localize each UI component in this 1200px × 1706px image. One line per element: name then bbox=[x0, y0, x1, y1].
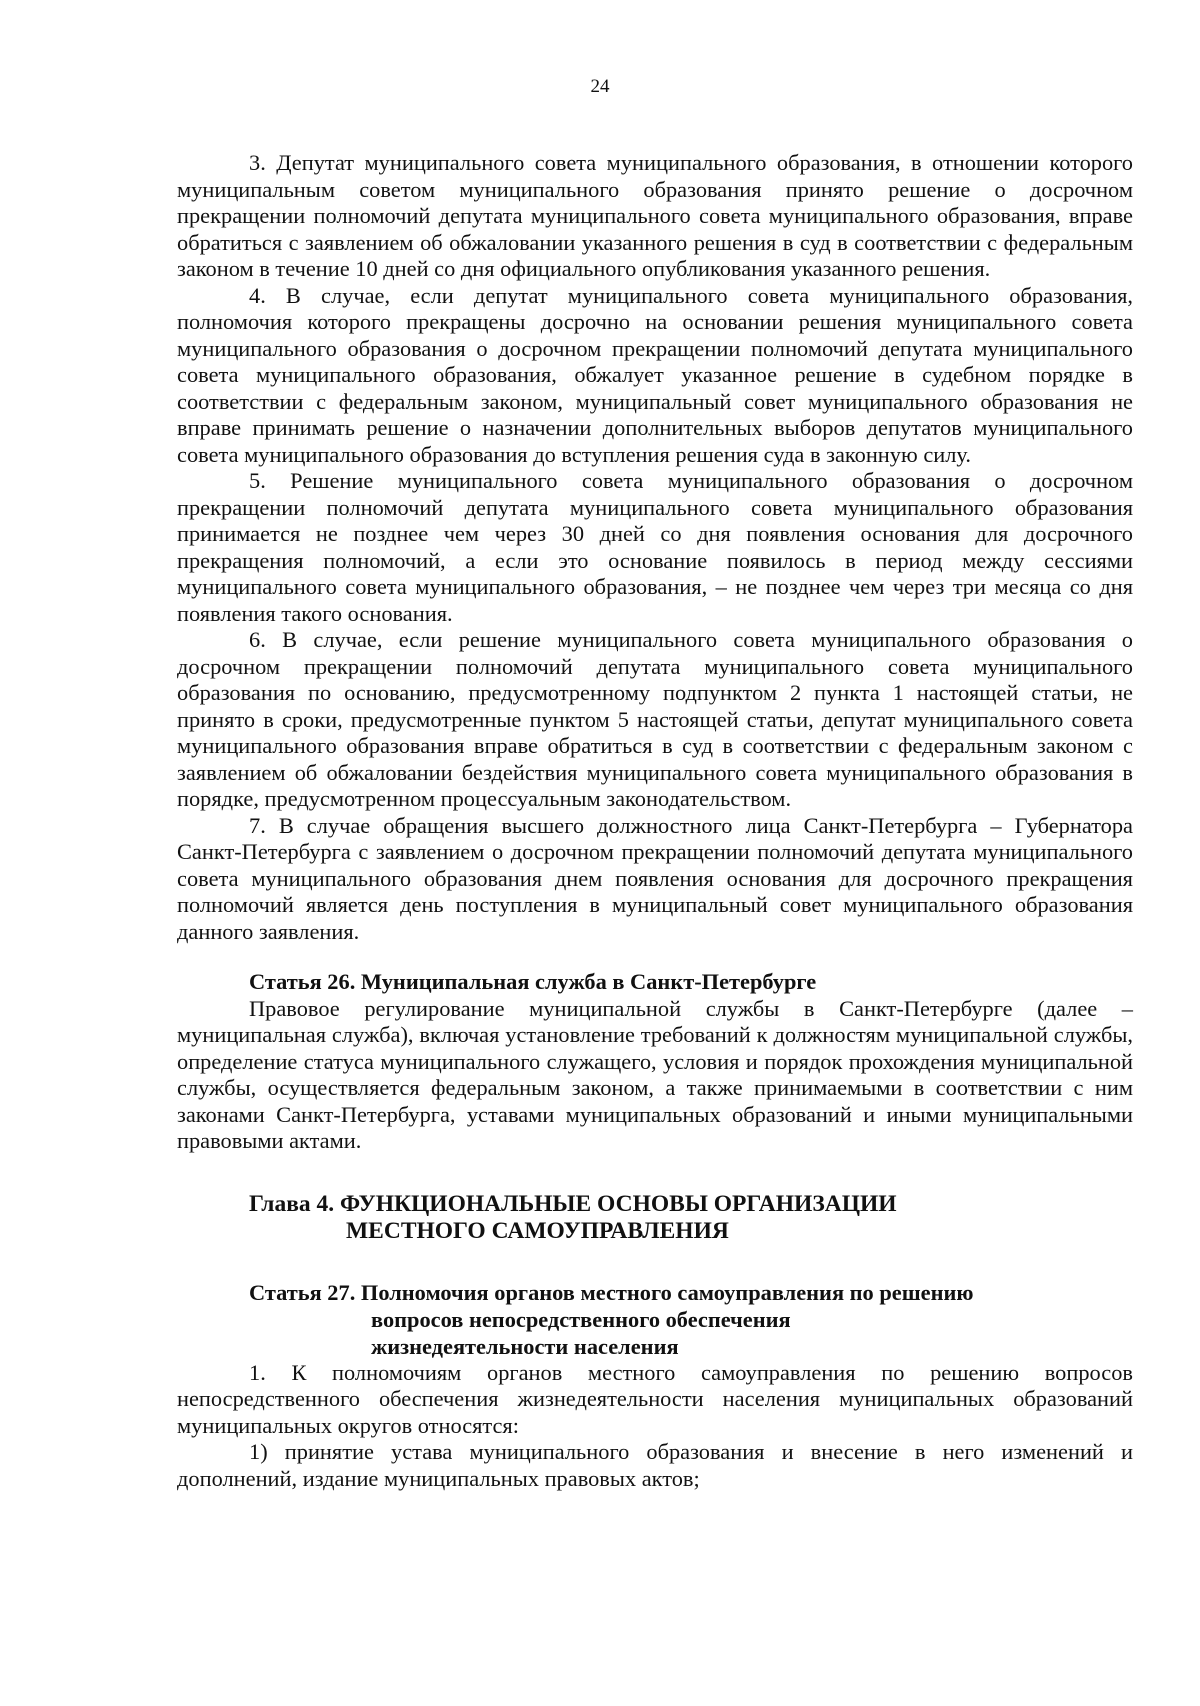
paragraph-4: 4. В случае, если депутат муниципального совета муниципального образования, полномочия которого прекращены досрочно на основании решения муниципального совета муниципального образования о досрочном прекращении полномочий депутата муниципального совета муниципального образования, обжалует указанное решение в судебном порядке в соответствии с федеральным законом, муниципальный совет муниципального образования не вправе принимать решение о назначении дополнительных выборов депутатов муниципального совета муниципального образования до вступления решения суда в законную силу. bbox=[177, 282, 1133, 467]
paragraph-7: 7. В случае обращения высшего должностного лица Санкт-Петербурга – Губернатора Санкт-Петербурга с заявлением о досрочном прекращении полномочий депутата муниципального совета муниципального образования днем появления основания для досрочного прекращения полномочий является день поступления в муниципальный совет муниципального образования данного заявления. bbox=[177, 812, 1133, 944]
article-27-title bbox=[177, 1279, 1133, 1360]
article-26-text: Правовое регулирование муниципальной службы в Санкт-Петербурге (далее – муниципальная служба), включая установление требований к должностям муниципальной службы, определение статуса муниципального служащего, условия и порядок прохождения муниципальной службы, осуществляется федеральным законом, а также принимаемыми в соответствии с ним законами Санкт-Петербурга, уставами муниципальных образований и иными муниципальными правовыми актами. bbox=[177, 995, 1133, 1153]
chapter-4-heading-line-1: Глава 4. ФУНКЦИОНАЛЬНЫЕ ОСНОВЫ ОРГАНИЗАЦИИ bbox=[249, 1190, 897, 1217]
article-26-title: Статья 26. Муниципальная служба в Санкт-Петербурге bbox=[249, 969, 817, 994]
paragraph-6: 6. В случае, если решение муниципального совета муниципального образования о досрочном прекращении полномочий депутата муниципального совета муниципального образования по основанию, предусмотренному подпунктом 2 пункта 1 настоящей статьи, не принято в сроки, предусмотренные пунктом 5 настоящей статьи, депутат муниципального совета муниципального образования вправе обратиться в суд в соответствии с федеральным законом с заявлением об обжаловании бездействия муниципального совета муниципального образования в порядке, предусмотренном процессуальным законодательством. bbox=[177, 627, 1133, 811]
article-27-title-line-3: жизнедеятельности населения bbox=[371, 1333, 679, 1359]
document-body bbox=[177, 150, 1133, 1492]
article-27-title-line-1: Статья 27. Полномочия органов местного самоуправления по решению bbox=[249, 1279, 974, 1305]
article-27-title-line-2: вопросов непосредственного обеспечения bbox=[371, 1306, 791, 1332]
paragraph-5: 5. Решение муниципального совета муниципального образования о досрочном прекращении полномочий депутата муниципального совета муниципального образования принимается не позднее чем через 30 дней со дня появления основания для досрочного прекращения полномочий, а если это основание появилось в период между сессиями муниципального совета муниципального образования, – не позднее чем через три месяца со дня появления такого основания. bbox=[177, 468, 1133, 626]
article-27-paragraph-1: 1. К полномочиям органов местного самоуправления по решению вопросов непосредственного обеспечения жизнедеятельности населения муниципальных образований муниципальных округов относятся: bbox=[177, 1359, 1133, 1438]
chapter-4-heading-line-2: МЕСТНОГО САМОУПРАВЛЕНИЯ bbox=[346, 1217, 729, 1244]
chapter-4-heading bbox=[177, 1191, 1133, 1245]
spacer bbox=[177, 1155, 1133, 1191]
page-number: 24 bbox=[590, 76, 610, 97]
article-27-item-1: 1) принятие устава муниципального образования и внесение в него изменений и дополнений, издание муниципальных правовых актов; bbox=[177, 1439, 1133, 1491]
spacer bbox=[177, 945, 1133, 969]
spacer bbox=[177, 1245, 1133, 1279]
paragraph-3: 3. Депутат муниципального совета муниципального образования, в отношении которого муниципальным советом муниципального образования принято решение о досрочном прекращении полномочий депутата муниципального совета муниципального образования, вправе обратиться с заявлением об обжаловании указанного решения в суд в соответствии с федеральным законом в течение 10 дней со дня официального опубликования указанного решения. bbox=[177, 150, 1133, 281]
